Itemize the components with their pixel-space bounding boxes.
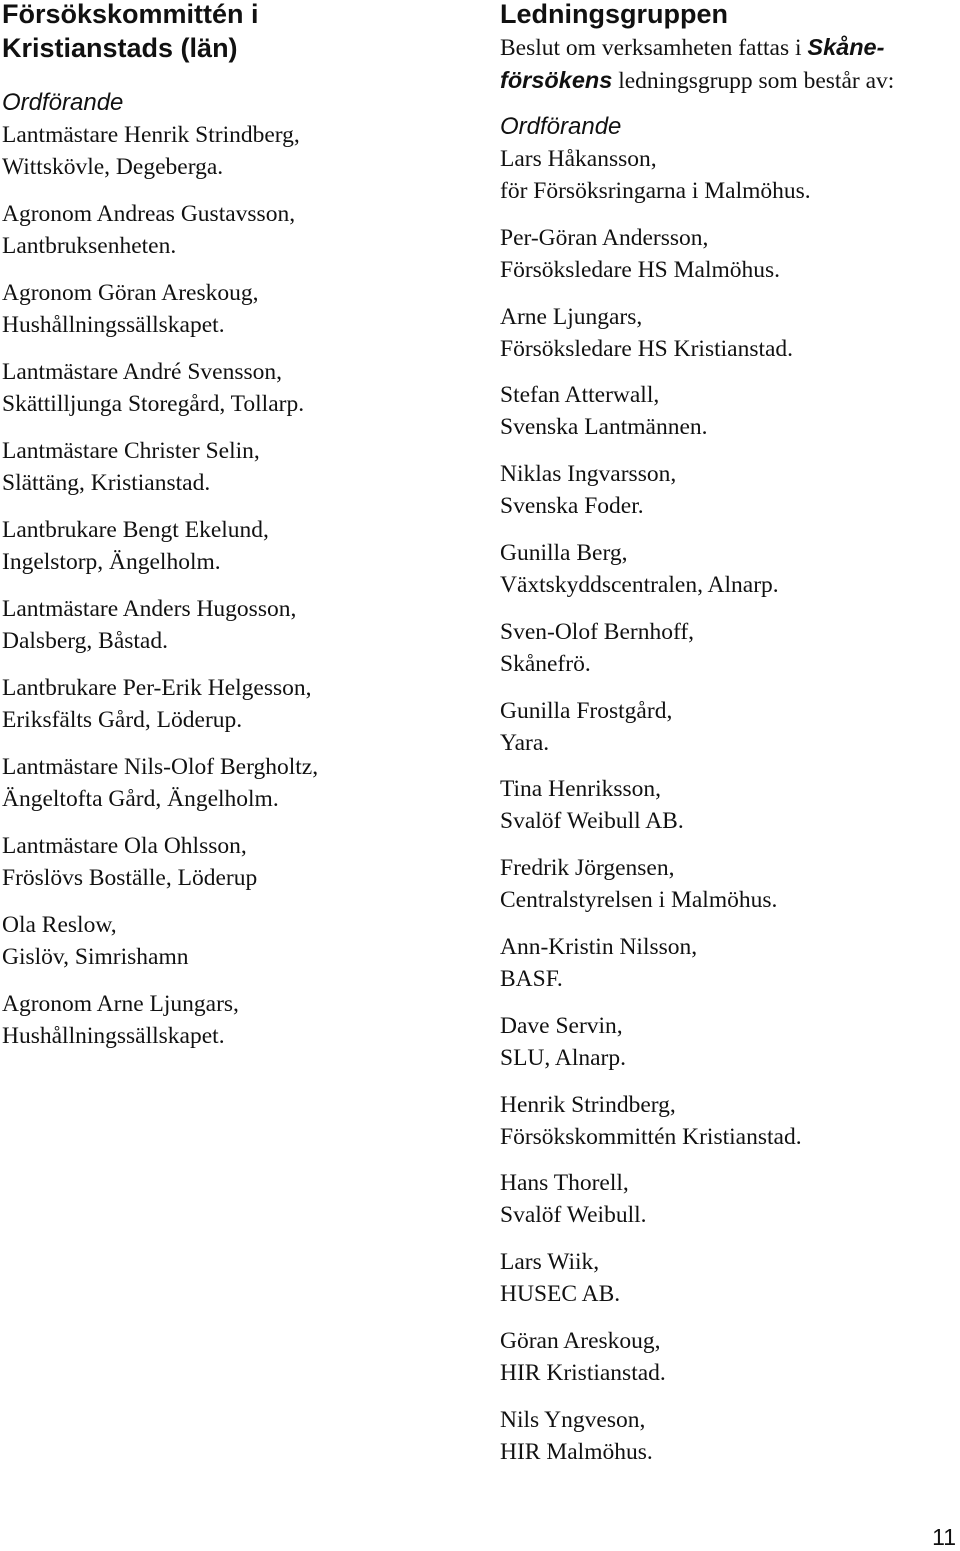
member-entry — [500, 143, 958, 207]
left-column — [2, 0, 472, 1052]
member-affiliation: HIR Malmöhus. — [500, 1438, 653, 1465]
management-member-list — [500, 143, 958, 1468]
member-name: Ola Reslow, — [2, 912, 117, 938]
member-name: Tina Henriksson, — [500, 776, 662, 803]
member-entry — [2, 435, 472, 499]
member-name: Lantmästare Christer Selin, — [2, 438, 260, 464]
member-entry — [2, 988, 472, 1052]
member-name: Lantmästare Ola Ohlsson, — [2, 833, 247, 859]
member-affiliation: Slättäng, Kristianstad. — [2, 470, 211, 496]
member-affiliation: SLU, Alnarp. — [500, 1044, 626, 1071]
member-entry — [2, 593, 472, 657]
member-affiliation: Gislöv, Simrishamn — [2, 944, 189, 970]
member-entry — [2, 277, 472, 341]
member-name: Niklas Ingvarsson, — [500, 461, 677, 488]
member-affiliation: Ängeltofta Gård, Ängelholm. — [2, 786, 279, 812]
member-name: Lantbrukare Bengt Ekelund, — [2, 517, 269, 543]
member-name: Dave Servin, — [500, 1012, 623, 1039]
member-name: Agronom Andreas Gustavsson, — [2, 201, 296, 227]
intro-text-start: Beslut om verksamheten fattas i — [500, 35, 808, 61]
committee-member-list — [2, 119, 472, 1052]
member-entry — [500, 1010, 958, 1074]
intro-brand-part1: Skåne- — [807, 34, 885, 60]
member-affiliation: Yara. — [500, 729, 550, 756]
member-name: Lantmästare Henrik Strindberg, — [2, 122, 300, 148]
committee-heading-line2: Kristianstads (län) — [2, 33, 238, 63]
management-intro — [500, 31, 958, 97]
member-entry — [2, 672, 472, 736]
member-affiliation: HIR Kristianstad. — [500, 1359, 666, 1386]
committee-heading-line1: Försökskommittén i — [2, 0, 259, 29]
member-name: Hans Thorell, — [500, 1170, 629, 1197]
member-affiliation: Skättilljunga Storegård, Tollarp. — [2, 391, 305, 417]
member-entry — [2, 514, 472, 578]
member-affiliation: Hushållningssällskapet. — [2, 1023, 225, 1049]
member-entry — [500, 695, 958, 759]
member-name: Ann-Kristin Nilsson, — [500, 933, 698, 960]
member-name: Lantmästare Nils-Olof Bergholtz, — [2, 754, 319, 780]
member-entry — [500, 301, 958, 365]
member-affiliation: Skånefrö. — [500, 650, 591, 677]
member-entry — [500, 222, 958, 286]
member-entry — [2, 751, 472, 815]
member-entry — [500, 537, 958, 601]
member-name: Lars Håkansson, — [500, 146, 657, 172]
member-entry — [500, 1089, 958, 1153]
member-affiliation: Svenska Lantmännen. — [500, 414, 708, 441]
member-name: Lars Wiik, — [500, 1249, 600, 1276]
member-affiliation: Försöksledare HS Kristianstad. — [500, 335, 794, 362]
member-name: Stefan Atterwall, — [500, 382, 660, 409]
member-name: Agronom Göran Areskoug, — [2, 280, 259, 306]
chair-label: Ordförande — [500, 113, 622, 140]
member-affiliation: Dalsberg, Båstad. — [2, 628, 168, 654]
member-entry — [2, 356, 472, 420]
member-entry — [2, 198, 472, 262]
member-entry — [500, 379, 958, 443]
member-affiliation: BASF. — [500, 965, 563, 992]
member-affiliation: Svalöf Weibull AB. — [500, 808, 684, 835]
member-name: Sven-Olof Bernhoff, — [500, 618, 695, 645]
member-name: Per-Göran Andersson, — [500, 224, 709, 251]
member-name: Henrik Strindberg, — [500, 1091, 676, 1118]
member-name: Gunilla Berg, — [500, 539, 628, 566]
member-name: Lantbrukare Per-Erik Helgesson, — [2, 675, 312, 701]
chair-label: Ordförande — [2, 89, 124, 116]
member-entry — [500, 773, 958, 837]
member-affiliation: Hushållningssällskapet. — [2, 312, 225, 338]
member-entry — [500, 852, 958, 916]
committee-heading — [2, 0, 472, 65]
management-heading: Ledningsgruppen — [500, 0, 728, 29]
member-affiliation: Centralstyrelsen i Malmöhus. — [500, 887, 778, 914]
intro-brand-part2: försökens — [500, 67, 613, 93]
member-entry — [2, 119, 472, 183]
member-affiliation: Eriksfälts Gård, Löderup. — [2, 707, 243, 733]
member-entry — [500, 1167, 958, 1231]
member-affiliation: Fröslövs Boställe, Löderup — [2, 865, 258, 891]
member-affiliation: Försöksledare HS Malmöhus. — [500, 256, 781, 283]
page-number: 11 — [932, 1524, 956, 1550]
member-name: Lantmästare André Svensson, — [2, 359, 282, 385]
member-entry — [500, 1404, 958, 1468]
member-name: Göran Areskoug, — [500, 1327, 661, 1354]
intro-text-end: ledningsgrupp som består av: — [612, 68, 895, 94]
right-column — [500, 0, 958, 1468]
member-entry — [2, 909, 472, 973]
member-entry — [500, 1325, 958, 1389]
member-name: Gunilla Frostgård, — [500, 697, 673, 724]
member-entry — [2, 830, 472, 894]
member-name: Fredrik Jörgensen, — [500, 855, 675, 882]
member-entry — [500, 458, 958, 522]
member-affiliation: Wittskövle, Degeberga. — [2, 154, 224, 180]
member-name: Lantmästare Anders Hugosson, — [2, 596, 297, 622]
member-entry — [500, 931, 958, 995]
member-entry — [500, 1246, 958, 1310]
member-affiliation: Försökskommittén Kristianstad. — [500, 1123, 802, 1150]
member-affiliation: för Försöksringarna i Malmöhus. — [500, 178, 811, 204]
member-affiliation: Lantbruksenheten. — [2, 233, 177, 259]
member-name: Agronom Arne Ljungars, — [2, 991, 239, 1017]
member-affiliation: Ingelstorp, Ängelholm. — [2, 549, 221, 575]
member-affiliation: HUSEC AB. — [500, 1281, 621, 1308]
member-affiliation: Svenska Foder. — [500, 493, 644, 520]
member-affiliation: Svalöf Weibull. — [500, 1202, 647, 1229]
member-name: Nils Yngveson, — [500, 1406, 646, 1433]
member-entry — [500, 616, 958, 680]
member-name: Arne Ljungars, — [500, 303, 643, 330]
member-affiliation: Växtskyddscentralen, Alnarp. — [500, 571, 779, 598]
